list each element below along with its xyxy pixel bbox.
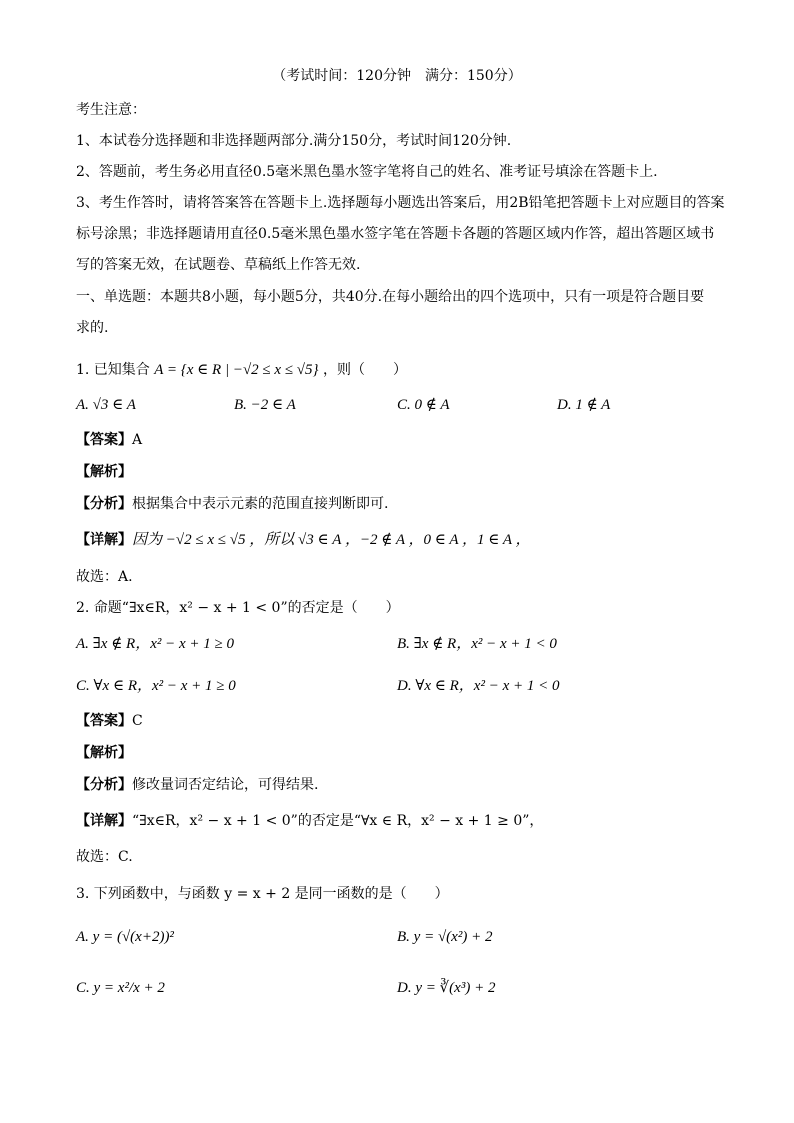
q2-option-a: A. ∃x ∉ R，x² − x + 1 ≥ 0 <box>76 636 235 652</box>
q1-option-b: B. −2 ∈ A <box>234 397 296 413</box>
q2-analysis-text: 修改量词否定结论，可得结果. <box>132 777 319 793</box>
q1-stem-pre: 1. 已知集合 <box>76 362 150 378</box>
section-title-cont: 求的. <box>76 320 109 336</box>
notice-title: 考生注意： <box>76 102 146 118</box>
q1-stem-post: ，则（ ） <box>323 362 407 378</box>
q2-conclusion: 故选：C. <box>76 849 133 865</box>
section-title: 一、单选题：本题共8小题，每小题5分，共40分.在每小题给出的四个选项中，只有一项是符合题目要 <box>76 289 705 305</box>
answer-tag: 【答案】 <box>76 713 132 729</box>
q1-analysis <box>76 494 388 514</box>
answer-tag: 【答案】 <box>76 432 132 448</box>
q1-set-expression: A = {x ∈ R | −√2 ≤ x ≤ √5} <box>154 362 319 378</box>
q1-option-c: C. 0 ∉ A <box>397 397 450 413</box>
q1-detail-text: 因为 −√2 ≤ x ≤ √5 ，所以 √3 ∈ A ，−2 ∉ A ，0 ∈ A ，1 ∈ A ， <box>132 532 531 548</box>
detail-tag: 【详解】 <box>76 813 132 829</box>
q1-stem <box>76 360 407 380</box>
q1-option-d: D. 1 ∉ A <box>557 397 611 413</box>
notice-3-cont: 标号涂黑；非选择题请用直径0.5毫米黑色墨水签字笔在答题卡各题的答题区域内作答，超出答题区域书 <box>76 226 715 242</box>
q1-answer <box>76 430 142 450</box>
analysis-tag: 【分析】 <box>76 496 132 512</box>
q2-jiexi-tag: 【解析】 <box>76 745 132 761</box>
q2-answer-value: C <box>132 713 143 729</box>
detail-tag: 【详解】 <box>76 532 132 548</box>
q3-option-a: A. y = (√(x+2))² <box>76 929 174 945</box>
notice-2: 2、答题前，考生务必用直径0.5毫米黑色墨水签字笔将自己的姓名、准考证号填涂在答题卡上. <box>76 164 658 180</box>
q3-option-d: D. y = ∛(x³) + 2 <box>397 980 496 996</box>
q1-answer-value: A <box>132 432 143 448</box>
q3-option-b: B. y = √(x²) + 2 <box>397 929 493 945</box>
exam-time-header: （考试时间：120分钟 满分：150分） <box>272 68 522 84</box>
q1-analysis-text: 根据集合中表示元素的范围直接判断即可. <box>132 496 389 512</box>
q2-option-d: D. ∀x ∈ R，x² − x + 1 < 0 <box>397 678 560 694</box>
q1-jiexi-tag: 【解析】 <box>76 464 132 480</box>
q2-answer <box>76 711 143 731</box>
q2-option-b: B. ∃x ∉ R，x² − x + 1 < 0 <box>397 636 557 652</box>
q2-option-c: C. ∀x ∈ R，x² − x + 1 ≥ 0 <box>76 678 236 694</box>
q1-conclusion: 故选：A. <box>76 569 133 585</box>
analysis-tag: 【分析】 <box>76 777 132 793</box>
q3-stem: 3. 下列函数中，与函数 y = x + 2 是同一函数的是（ ） <box>76 886 449 902</box>
q1-detail <box>76 530 530 550</box>
q2-stem: 2. 命题“∃x∈R，x² − x + 1 < 0”的否定是（ ） <box>76 600 400 616</box>
notice-3-end: 写的答案无效，在试题卷、草稿纸上作答无效. <box>76 257 361 273</box>
q3-option-c: C. y = x²/x + 2 <box>76 980 165 996</box>
notice-3: 3、考生作答时，请将答案答在答题卡上.选择题每小题选出答案后，用2B铅笔把答题卡上对应题目的答案 <box>76 195 725 211</box>
q2-detail-text: “∃x∈R，x² − x + 1 < 0”的否定是“∀x ∈ R，x² − x + 1 ≥ 0”， <box>132 813 544 829</box>
q2-detail <box>76 811 543 831</box>
notice-1: 1、本试卷分选择题和非选择题两部分.满分150分，考试时间120分钟. <box>76 133 512 149</box>
q1-option-a: A. √3 ∈ A <box>76 397 136 413</box>
q2-analysis <box>76 775 318 795</box>
